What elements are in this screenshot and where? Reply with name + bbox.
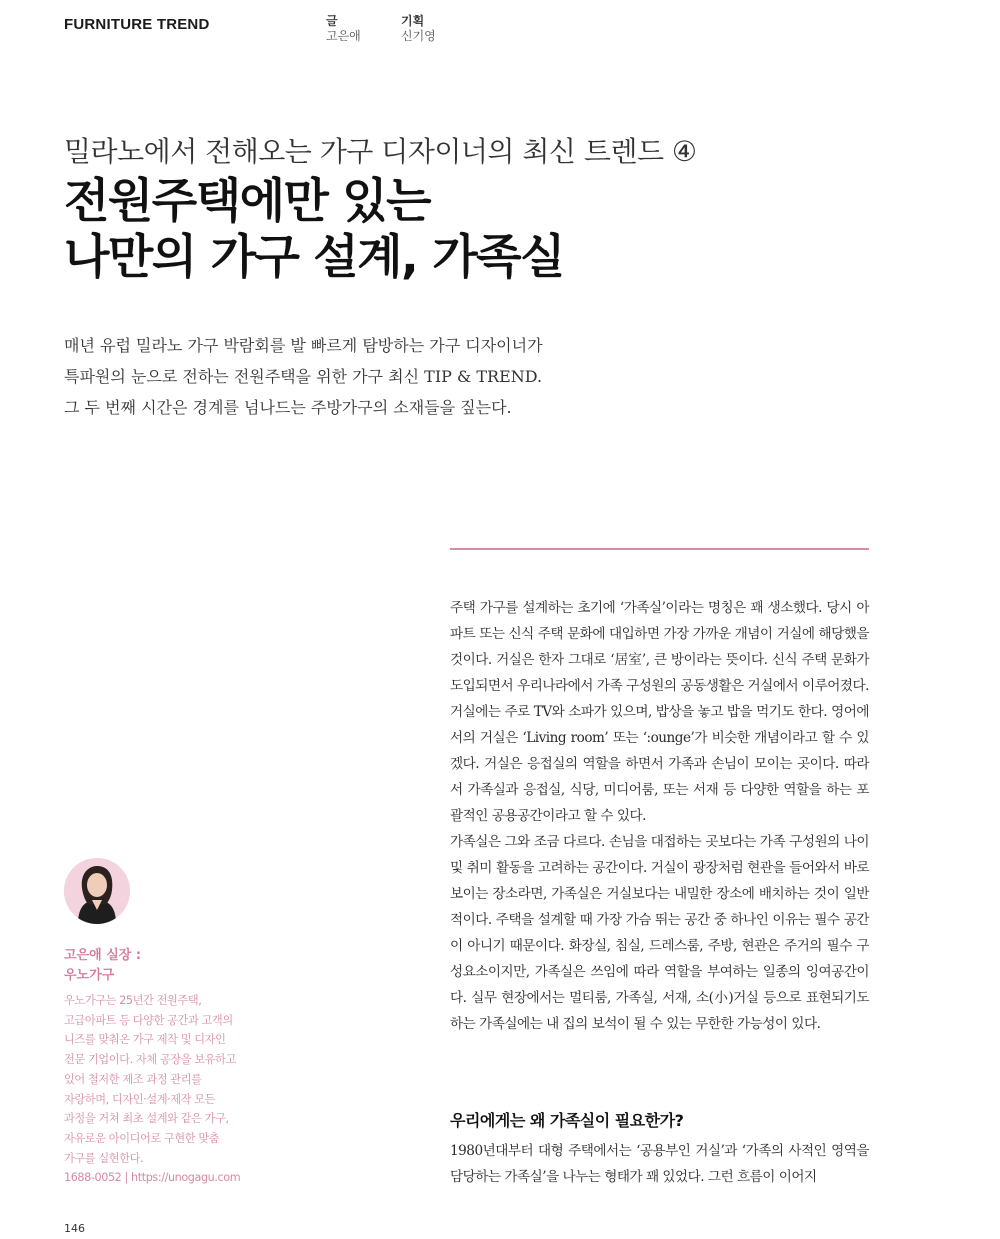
intro-line: 매년 유럽 밀라노 가구 박람회를 발 빠르게 탐방하는 가구 디자이너가 [64, 336, 543, 355]
author-photo-icon [64, 858, 130, 924]
bio-line: 고급아파트 등 다양한 공간과 고객의 [64, 1013, 233, 1027]
bio-line: 우노가구는 25년간 전원주택, [64, 994, 202, 1007]
bio-line: 가구를 실현한다. [64, 1151, 144, 1165]
planner-credit [401, 14, 436, 44]
article-intro [64, 330, 584, 423]
planner-role: 기획 [401, 14, 425, 28]
article-body [450, 595, 869, 1037]
writer-name: 고은애 [326, 29, 361, 43]
bio-line: 자유로운 아이디어로 구현한 맞춤 [64, 1131, 220, 1145]
article-title [64, 174, 564, 286]
title-line-1: 전원주택에만 있는 [64, 174, 431, 229]
body-paragraph: 1980년대부터 대형 주택에서는 ‘공용부인 거실’과 ‘가족의 사적인 영역을 담당하는 가족실’을 나누는 형태가 꽤 있었다. 그런 흐름이 이어지 [450, 1143, 869, 1185]
author-bio [64, 991, 264, 1188]
author-name [64, 946, 141, 986]
writer-credit [326, 14, 361, 44]
planner-name: 신기영 [401, 29, 436, 43]
author-company: 우노가구 [64, 968, 115, 983]
title-line-2: 나만의 가구 설계, 가족실 [64, 230, 564, 285]
intro-line: 그 두 번째 시간은 경계를 넘나드는 주방가구의 소재들을 짚는다. [64, 398, 512, 417]
bio-line: 니즈를 맞춰온 가구 제작 및 디자인 [64, 1033, 226, 1047]
section-heading: 우리에게는 왜 가족실이 필요한가? [450, 1111, 684, 1130]
author-avatar [64, 858, 130, 924]
writer-role: 글 [326, 14, 338, 28]
section-label: FURNITURE TREND [64, 16, 210, 33]
body-paragraph: 가족실은 그와 조금 다르다. 손님을 대접하는 곳보다는 가족 구성원의 나이 및 취미 활동을 고려하는 공간이다. 거실이 광장처럼 현관을 들어와서 바로 보이는 장소라면, 가족실은 거실보다는 내밀한 장소에 배치하는 것이 일반적이다. 주택을 설계할 때 가장 가슴 뛰는 공간 중 하나인 이유는 필수 공간이 아니기 때문이다. 화장실, 침실, 드레스룸, 주방, 현관은 주거의 필수 구성요소이지만, 가족실은 쓰임에 따라 역할을 부여하는 일종의 잉여공간이다. 실무 현장에서는 멀티룸, 가족실, 서재, 소(小)거실 등으로 표현되기도 하는 가족실에는 내 집의 보석이 될 수 있는 무한한 가능성이 있다. [450, 834, 869, 1032]
bio-line: 자랑하며, 디자인·설계·제작 모든 [64, 1092, 216, 1106]
page-number: 146 [64, 1222, 85, 1235]
article-subtitle: 밀라노에서 전해오는 가구 디자이너의 최신 트렌드 ④ [64, 135, 697, 168]
column-divider [450, 548, 869, 550]
article-body-continued [450, 1138, 869, 1190]
intro-line: 특파원의 눈으로 전하는 전원주택을 위한 가구 최신 TIP & TREND. [64, 367, 543, 386]
body-paragraph: 주택 가구를 설계하는 초기에 ‘가족실’이라는 명칭은 꽤 생소했다. 당시 아파트 또는 신식 주택 문화에 대입하면 가장 가까운 개념이 거실에 해당했을 것이다. 거실은 한자 그대로 ‘居室’, 큰 방이라는 뜻이다. 신식 주택 문화가 도입되면서 우리나라에서 가족 구성원의 공동생활은 거실에서 이루어졌다. 거실에는 주로 TV와 소파가 있으며, 밥상을 놓고 밥을 먹기도 한다. 영어에서의 거실은 ‘Living room’ 또는 ‘:ounge’가 비슷한 개념이라고 할 수 있겠다. 거실은 응접실의 역할을 하면서 가족과 손님이 모이는 곳이다. 따라서 가족실과 응접실, 식당, 미디어룸, 또는 서재 등 다양한 역할을 하는 포괄적인 공용공간이라고 할 수 있다. [450, 600, 869, 824]
bio-line: 있어 철저한 제조 과정 관리를 [64, 1072, 202, 1086]
author-name-line: 고은애 실장 : [64, 948, 142, 963]
bio-line: 과정을 거쳐 최초 설계와 같은 가구, [64, 1112, 229, 1126]
bio-contact: 1688-0052 | https://unogagu.com [64, 1171, 241, 1185]
bio-line: 전문 기업이다. 자체 공장을 보유하고 [64, 1053, 236, 1067]
